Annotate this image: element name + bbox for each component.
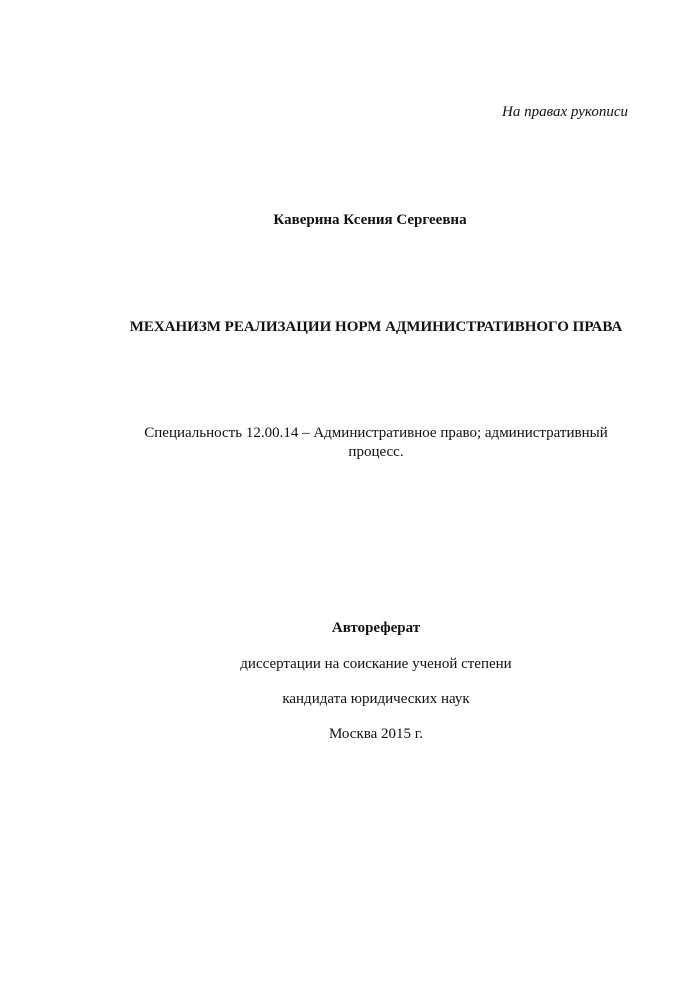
specialty-line-1: Специальность 12.00.14 – Административное право; административный — [144, 425, 608, 441]
place-and-year: Москва 2015 г. — [328, 726, 424, 742]
author-name: Каверина Ксения Сергеевна — [273, 212, 467, 228]
rights-notice: На правах рукописи — [502, 104, 628, 120]
dissertation-purpose: диссертации на соискание ученой степени — [240, 656, 512, 672]
document-title: МЕХАНИЗМ РЕАЛИЗАЦИИ НОРМ АДМИНИСТРАТИВНОГО ПРАВА — [129, 319, 623, 335]
document-genre: Автореферат — [331, 620, 421, 636]
specialty — [0, 424, 700, 462]
academic-degree: кандидата юридических наук — [282, 691, 470, 707]
specialty-line-2: процесс. — [348, 444, 404, 460]
